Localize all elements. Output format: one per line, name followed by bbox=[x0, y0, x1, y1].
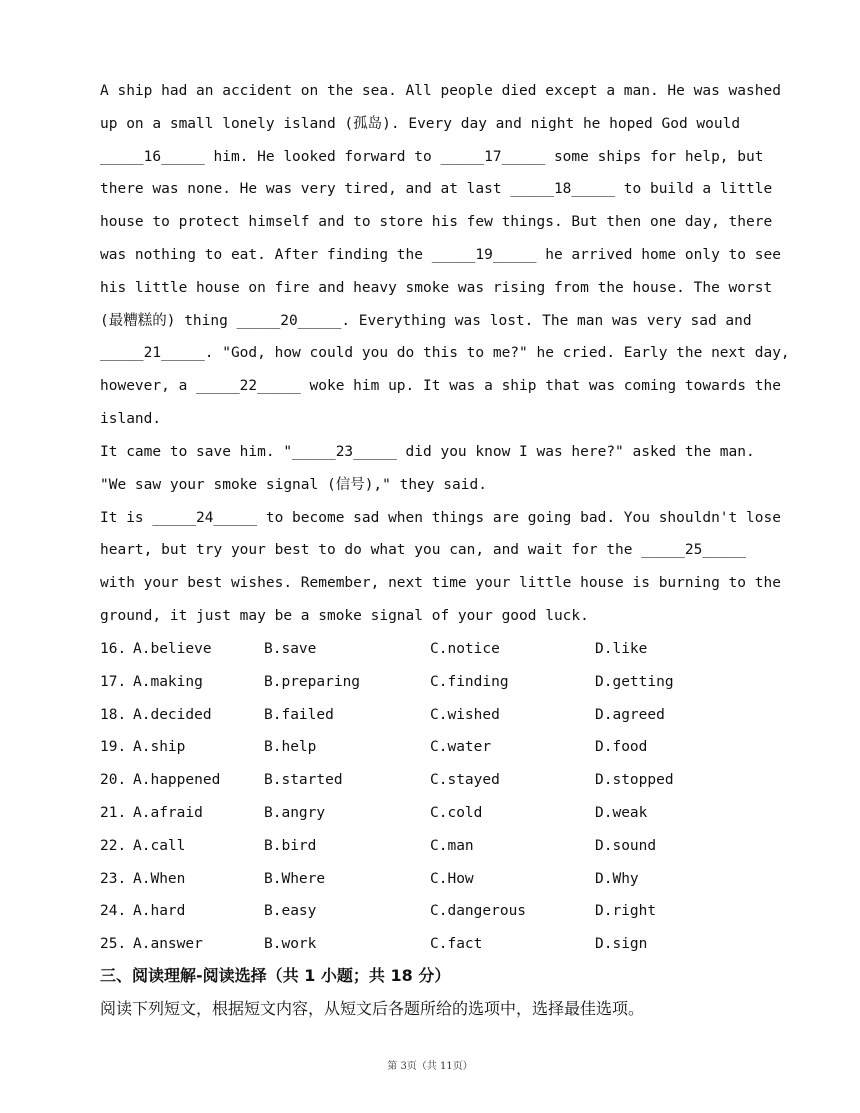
passage-line: up on a small lonely island (孤岛). Every day and night he hoped God would bbox=[100, 116, 741, 132]
question-number: 23. bbox=[100, 871, 127, 887]
passage-line: _____16_____ him. He looked forward to _____17_____ some ships for help, but bbox=[100, 149, 764, 165]
question-row-18 bbox=[100, 704, 800, 726]
option-c: C.notice bbox=[430, 641, 500, 657]
option-d: D.sign bbox=[595, 936, 648, 952]
option-b: B.angry bbox=[264, 805, 326, 821]
question-row-22 bbox=[100, 835, 800, 857]
question-row-16 bbox=[100, 638, 800, 660]
option-c: C.cold bbox=[430, 805, 483, 821]
option-a: A.afraid bbox=[133, 805, 203, 821]
option-a: A.ship bbox=[133, 739, 186, 755]
passage-line: house to protect himself and to store his few things. But then one day, there bbox=[100, 214, 773, 230]
option-b: B.work bbox=[264, 936, 317, 952]
passage-line: his little house on fire and heavy smoke was rising from the house. The worst bbox=[100, 280, 773, 296]
option-d: D.getting bbox=[595, 674, 674, 690]
option-a: A.call bbox=[133, 838, 186, 854]
option-c: C.stayed bbox=[430, 772, 500, 788]
option-c: C.man bbox=[430, 838, 474, 854]
question-number: 25. bbox=[100, 936, 127, 952]
option-d: D.weak bbox=[595, 805, 648, 821]
option-a: A.happened bbox=[133, 772, 221, 788]
option-a: A.hard bbox=[133, 903, 186, 919]
option-c: C.finding bbox=[430, 674, 509, 690]
option-a: A.answer bbox=[133, 936, 203, 952]
option-a: A.decided bbox=[133, 707, 212, 723]
question-number: 20. bbox=[100, 772, 127, 788]
section-instructions: 阅读下列短文，根据短文内容，从短文后各题所给的选项中，选择最佳选项。 bbox=[100, 999, 645, 1018]
question-row-21 bbox=[100, 802, 800, 824]
question-number: 19. bbox=[100, 739, 127, 755]
passage-line: heart, but try your best to do what you can, and wait for the _____25_____ bbox=[100, 542, 747, 558]
question-number: 21. bbox=[100, 805, 127, 821]
option-b: B.save bbox=[264, 641, 317, 657]
question-row-19 bbox=[100, 736, 800, 758]
option-a: A.believe bbox=[133, 641, 212, 657]
option-a: A.making bbox=[133, 674, 203, 690]
option-d: D.stopped bbox=[595, 772, 674, 788]
option-b: B.help bbox=[264, 739, 317, 755]
option-d: D.right bbox=[595, 903, 657, 919]
passage-line: A ship had an accident on the sea. All people died except a man. He was washed bbox=[100, 83, 781, 99]
passage-line: there was none. He was very tired, and at last _____18_____ to build a little bbox=[100, 181, 773, 197]
option-a: A.When bbox=[133, 871, 186, 887]
question-row-25 bbox=[100, 933, 800, 955]
option-d: D.like bbox=[595, 641, 648, 657]
option-c: C.dangerous bbox=[430, 903, 527, 919]
question-number: 18. bbox=[100, 707, 127, 723]
passage-line: ground, it just may be a smoke signal of your good luck. bbox=[100, 608, 589, 624]
option-c: C.fact bbox=[430, 936, 483, 952]
option-b: B.preparing bbox=[264, 674, 361, 690]
question-row-17 bbox=[100, 671, 800, 693]
option-b: B.started bbox=[264, 772, 343, 788]
option-d: D.agreed bbox=[595, 707, 665, 723]
option-d: D.sound bbox=[595, 838, 657, 854]
passage-line: however, a _____22_____ woke him up. It was a ship that was coming towards the bbox=[100, 378, 781, 394]
passage-line: was nothing to eat. After finding the _____19_____ he arrived home only to see bbox=[100, 247, 781, 263]
option-b: B.easy bbox=[264, 903, 317, 919]
passage-line: island. bbox=[100, 411, 162, 427]
option-c: C.How bbox=[430, 871, 474, 887]
question-row-20 bbox=[100, 769, 800, 791]
option-c: C.water bbox=[430, 739, 492, 755]
question-number: 22. bbox=[100, 838, 127, 854]
page-footer: 第 3页（共 11页） bbox=[387, 1061, 473, 1072]
passage-line: It is _____24_____ to become sad when things are going bad. You shouldn't lose bbox=[100, 510, 781, 526]
question-number: 17. bbox=[100, 674, 127, 690]
passage-line: with your best wishes. Remember, next time your little house is burning to the bbox=[100, 575, 781, 591]
question-row-23 bbox=[100, 868, 800, 890]
question-number: 24. bbox=[100, 903, 127, 919]
section-title: 三、阅读理解-阅读选择（共 1 小题；共 18 分） bbox=[100, 966, 451, 985]
option-b: B.bird bbox=[264, 838, 317, 854]
question-row-24 bbox=[100, 900, 800, 922]
option-c: C.wished bbox=[430, 707, 500, 723]
passage-line: _____21_____. "God, how could you do this to me?" he cried. Early the next day, bbox=[100, 345, 790, 361]
option-b: B.Where bbox=[264, 871, 326, 887]
passage-line: It came to save him. "_____23_____ did you know I was here?" asked the man. bbox=[100, 444, 755, 460]
passage-line: "We saw your smoke signal (信号)," they said. bbox=[100, 477, 487, 493]
question-number: 16. bbox=[100, 641, 127, 657]
option-d: D.Why bbox=[595, 871, 639, 887]
option-b: B.failed bbox=[264, 707, 334, 723]
passage-line: (最糟糕的) thing _____20_____. Everything was lost. The man was very sad and bbox=[100, 313, 752, 329]
option-d: D.food bbox=[595, 739, 648, 755]
